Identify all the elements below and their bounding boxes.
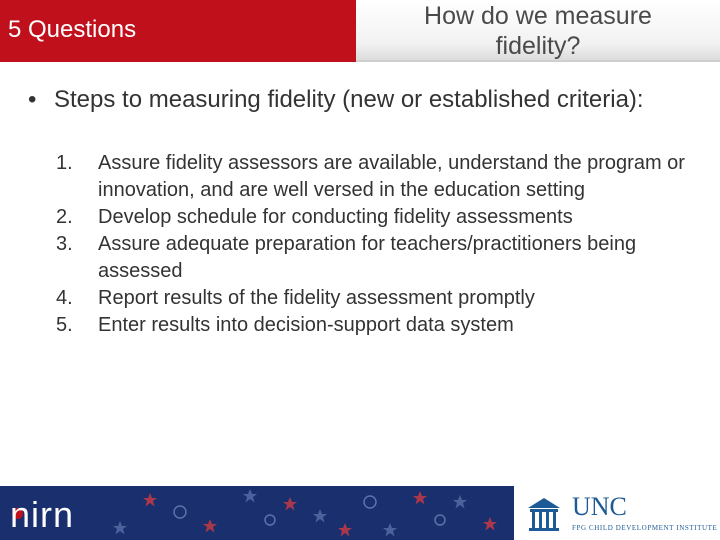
step-number: 2. [56,206,73,228]
steps-list [0,150,720,339]
main-bullet-text: Steps to measuring fidelity (new or established criteria): [54,86,644,113]
step-text: Enter results into decision-support data system [98,314,514,336]
slide-title [356,1,720,61]
bullet-dot-icon: • [28,86,37,113]
step-number: 3. [56,233,73,255]
unc-logo-text: UNC [572,492,627,521]
list-item [0,150,720,204]
unc-logo-panel [514,486,720,540]
list-item [0,231,720,285]
title-banner [356,0,720,62]
unc-subtitle: FPG CHILD DEVELOPMENT INSTITUTE [572,524,718,532]
star-pattern-icon [0,486,514,540]
list-item [0,285,720,312]
section-label-banner [0,0,356,62]
old-well-icon [524,494,564,534]
section-label: 5 Questions [8,16,137,43]
step-number: 4. [56,287,73,309]
step-number: 5. [56,314,73,336]
slide-footer [0,486,720,540]
slide-header [0,0,720,62]
step-text: Assure fidelity assessors are available, understand the program or innovation, and are well versed in the education setting [98,152,685,201]
step-number: 1. [56,152,73,174]
slide-title-line-1: How do we measure [424,2,652,30]
header-divider [356,60,720,62]
step-text: Develop schedule for conducting fidelity assessments [98,206,573,228]
nirn-logo: nirn [10,494,75,535]
list-item [0,312,720,339]
step-text: Report results of the fidelity assessment promptly [98,287,535,309]
list-item [0,204,720,231]
step-text: Assure adequate preparation for teachers/practitioners being assessed [98,233,637,282]
slide-title-line-2: fidelity? [495,32,581,60]
